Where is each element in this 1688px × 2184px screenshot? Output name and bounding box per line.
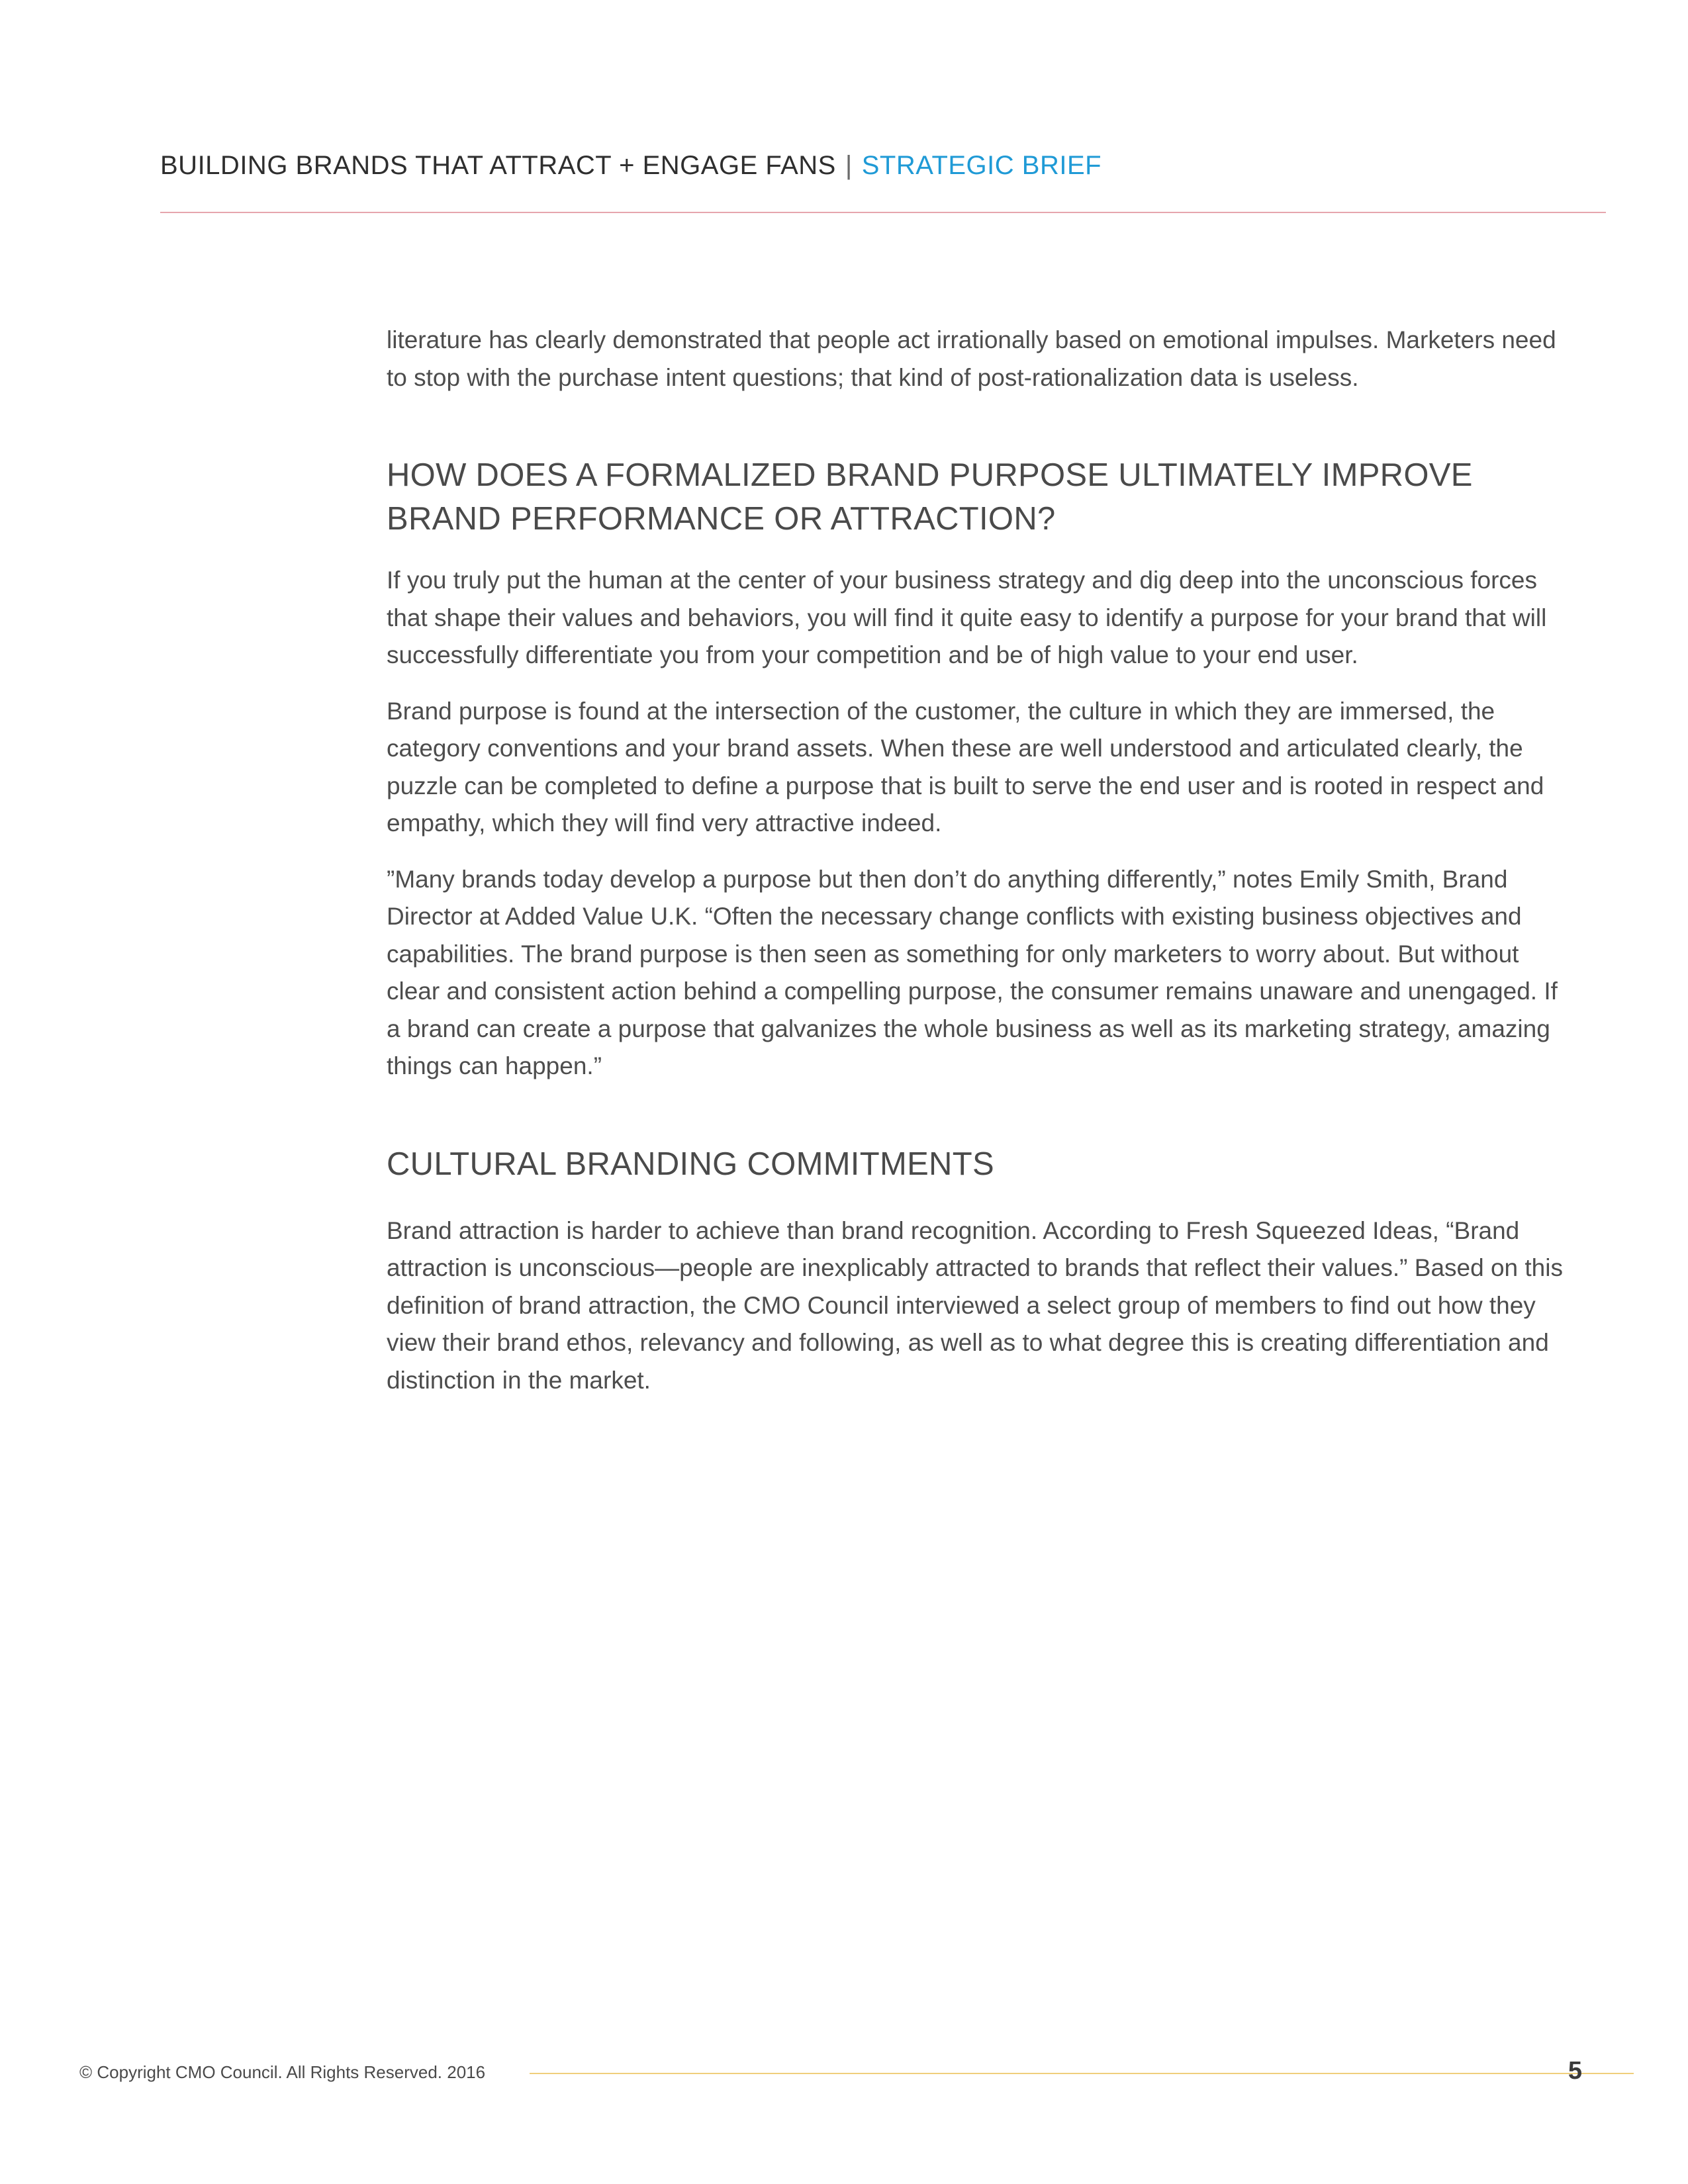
section-heading-cultural-branding: CULTURAL BRANDING COMMITMENTS [387,1146,994,1182]
body-paragraph: Brand purpose is found at the intersection of the customer, the culture in which they are immersed, the category conventions and your brand assets. When these are well understood and articulated clearly, the puzzle can be completed to define a purpose that is built to serve the end user and is rooted in respect and empathy, which they will find very attractive indeed. [387,697,1544,837]
header-separator: | [845,151,853,180]
copyright-notice: © Copyright CMO Council. All Rights Reserved. 2016 [79,2062,486,2082]
footer-divider [530,2073,1634,2074]
intro-paragraph: literature has clearly demonstrated that people act irrationally based on emotional impulses. Marketers need to stop with the purchase intent questions; that kind of post-rationalization data is useless. [387,326,1556,391]
section-heading-brand-purpose: HOW DOES A FORMALIZED BRAND PURPOSE ULTIMATELY IMPROVE BRAND PERFORMANCE OR ATTRACTION? [387,457,1473,537]
page-number: 5 [1568,2057,1582,2085]
header-section: STRATEGIC BRIEF [861,151,1102,180]
header-divider [160,212,1606,213]
header-title: BUILDING BRANDS THAT ATTRACT + ENGAGE FANS [160,151,836,180]
page-footer [79,2057,1582,2086]
quote-paragraph: ”Many brands today develop a purpose but then don’t do anything differently,” notes Emily Smith, Brand Director at Added Value U.K. “Often the necessary change conflicts with existing business objectives and capabilities. The brand purpose is then seen as something for only marketers to worry about. But without clear and consistent action behind a compelling purpose, the consumer remains unaware and unengaged. If a brand can create a purpose that galvanizes the whole business as well as its marketing strategy, amazing things can happen.” [387,865,1558,1079]
running-header [160,151,1102,181]
body-paragraph: If you truly put the human at the center of your business strategy and dig deep into the unconscious forces that shape their values and behaviors, you will find it quite easy to identify a purpose for your brand that will successfully differentiate you from your competition and be of high value to your end user. [387,567,1547,668]
body-paragraph: Brand attraction is harder to achieve than brand recognition. According to Fresh Squeezed Ideas, “Brand attraction is unconscious—people are inexplicably attracted to brands that reflect their values.” Based on this definition of brand attraction, the CMO Council interviewed a select group of members to find out how they view their brand ethos, relevancy and following, as well as to what degree this is creating differentiation and distinction in the market. [387,1216,1563,1394]
main-content [387,322,1565,1418]
